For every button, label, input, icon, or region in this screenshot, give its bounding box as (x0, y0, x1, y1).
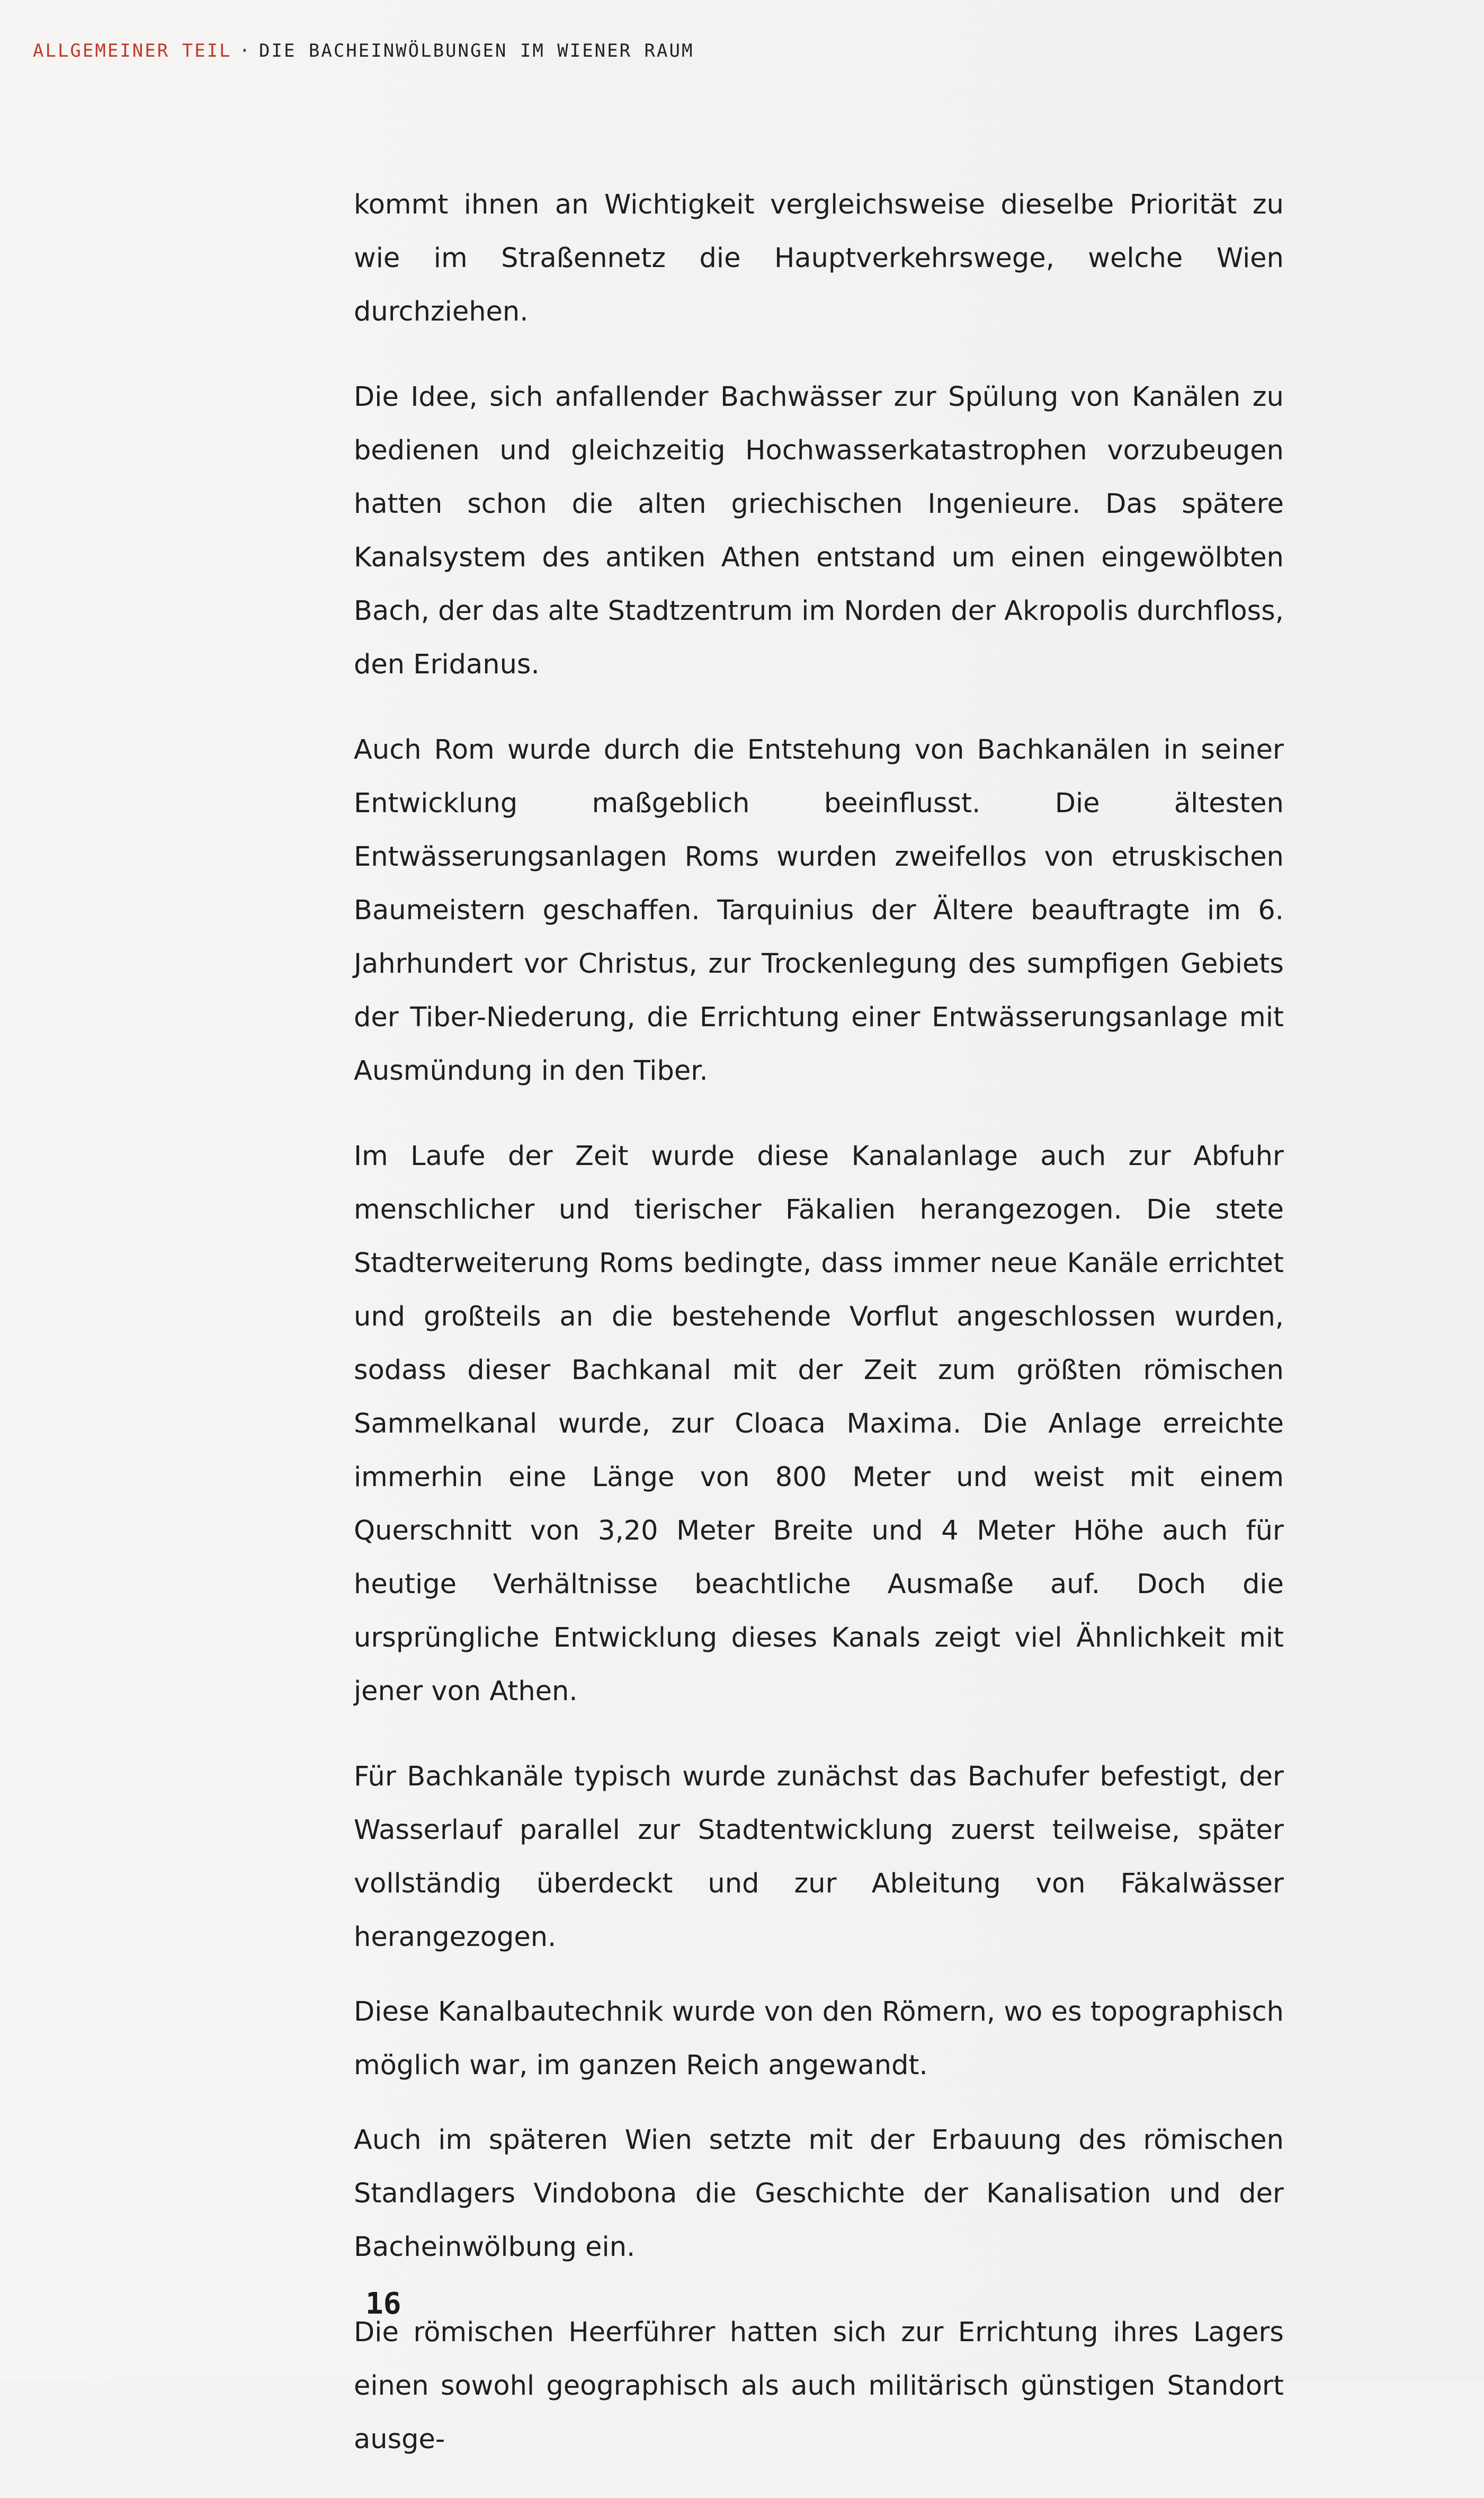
paragraph: Die römischen Heerführer hatten sich zur Errichtung ihres Lagers einen sowohl geographisch als auch militärisch günstigen Standort ausge- (354, 2317, 1284, 2455)
paragraph: Auch im späteren Wien setzte mit der Erbauung des römischen Standlagers Vindobona die Geschichte der Kanalisation und der Bacheinwölbung ein. (354, 2124, 1284, 2263)
body-text (354, 178, 1284, 2498)
paragraph: Diese Kanalbautechnik wurde von den Römern, wo es topographisch möglich war, im ganzen Reich angewandt. (354, 1996, 1284, 2081)
header-chapter-title: DIE BACHEINWÖLBUNGEN IM WIENER RAUM (259, 40, 694, 61)
paragraph: Die Idee, sich anfallender Bachwässer zur Spülung von Kanälen zu bedienen und gleichzeitig Hochwasserkatastrophen vorzubeugen hatten schon die alten griechischen Ingenieure. Das spätere Kanalsystem des antiken Athen entstand um einen eingewölbten Bach, der das alte Stadtzentrum im Norden der Akropolis durchfloss, den Eridanus. (354, 381, 1284, 680)
paragraph: Im Laufe der Zeit wurde diese Kanalanlage auch zur Abfuhr menschlicher und tierischer Fäkalien herangezogen. Die stete Stadterweiterung Roms bedingte, dass immer neue Kanäle errichtet und großteils an die bestehende Vorflut angeschlossen wurden, sodass dieser Bachkanal mit der Zeit zum größten römischen Sammelkanal wurde, zur Cloaca Maxima. Die Anlage erreichte immerhin eine Länge von 800 Meter und weist mit einem Querschnitt von 3,20 Meter Breite und 4 Meter Höhe auch für heutige Verhältnisse beachtliche Ausmaße auf. Doch die ursprüngliche Entwicklung dieses Kanals zeigt viel Ähnlichkeit mit jener von Athen. (354, 1141, 1284, 1707)
running-header (33, 40, 694, 61)
header-separator: · (239, 40, 252, 61)
paragraph: Für Bachkanäle typisch wurde zunächst das Bachufer befestigt, der Wasserlauf parallel zur Stadtentwicklung zuerst teilweise, später vollständig überdeckt und zur Ableitung von Fäkalwässer herangezogen. (354, 1761, 1284, 1953)
paragraph: kommt ihnen an Wichtigkeit vergleichsweise dieselbe Priorität zu wie im Straßennetz die Hauptverkehrswege, welche Wien durchziehen. (354, 189, 1284, 327)
page-number: 16 (365, 2287, 401, 2321)
header-section-title: ALLGEMEINER TEIL (33, 40, 232, 61)
paragraph: Auch Rom wurde durch die Entstehung von Bachkanälen in seiner Entwicklung maßgeblich beeinflusst. Die ältesten Entwässerungsanlagen Roms wurden zweifellos von etruskischen Baumeistern geschaffen. Tarquinius der Ältere beauftragte im 6. Jahrhundert vor Christus, zur Trockenlegung des sumpfigen Gebiets der Tiber-Niederung, die Errichtung einer Entwässerungsanlage mit Ausmündung in den Tiber. (354, 734, 1284, 1087)
